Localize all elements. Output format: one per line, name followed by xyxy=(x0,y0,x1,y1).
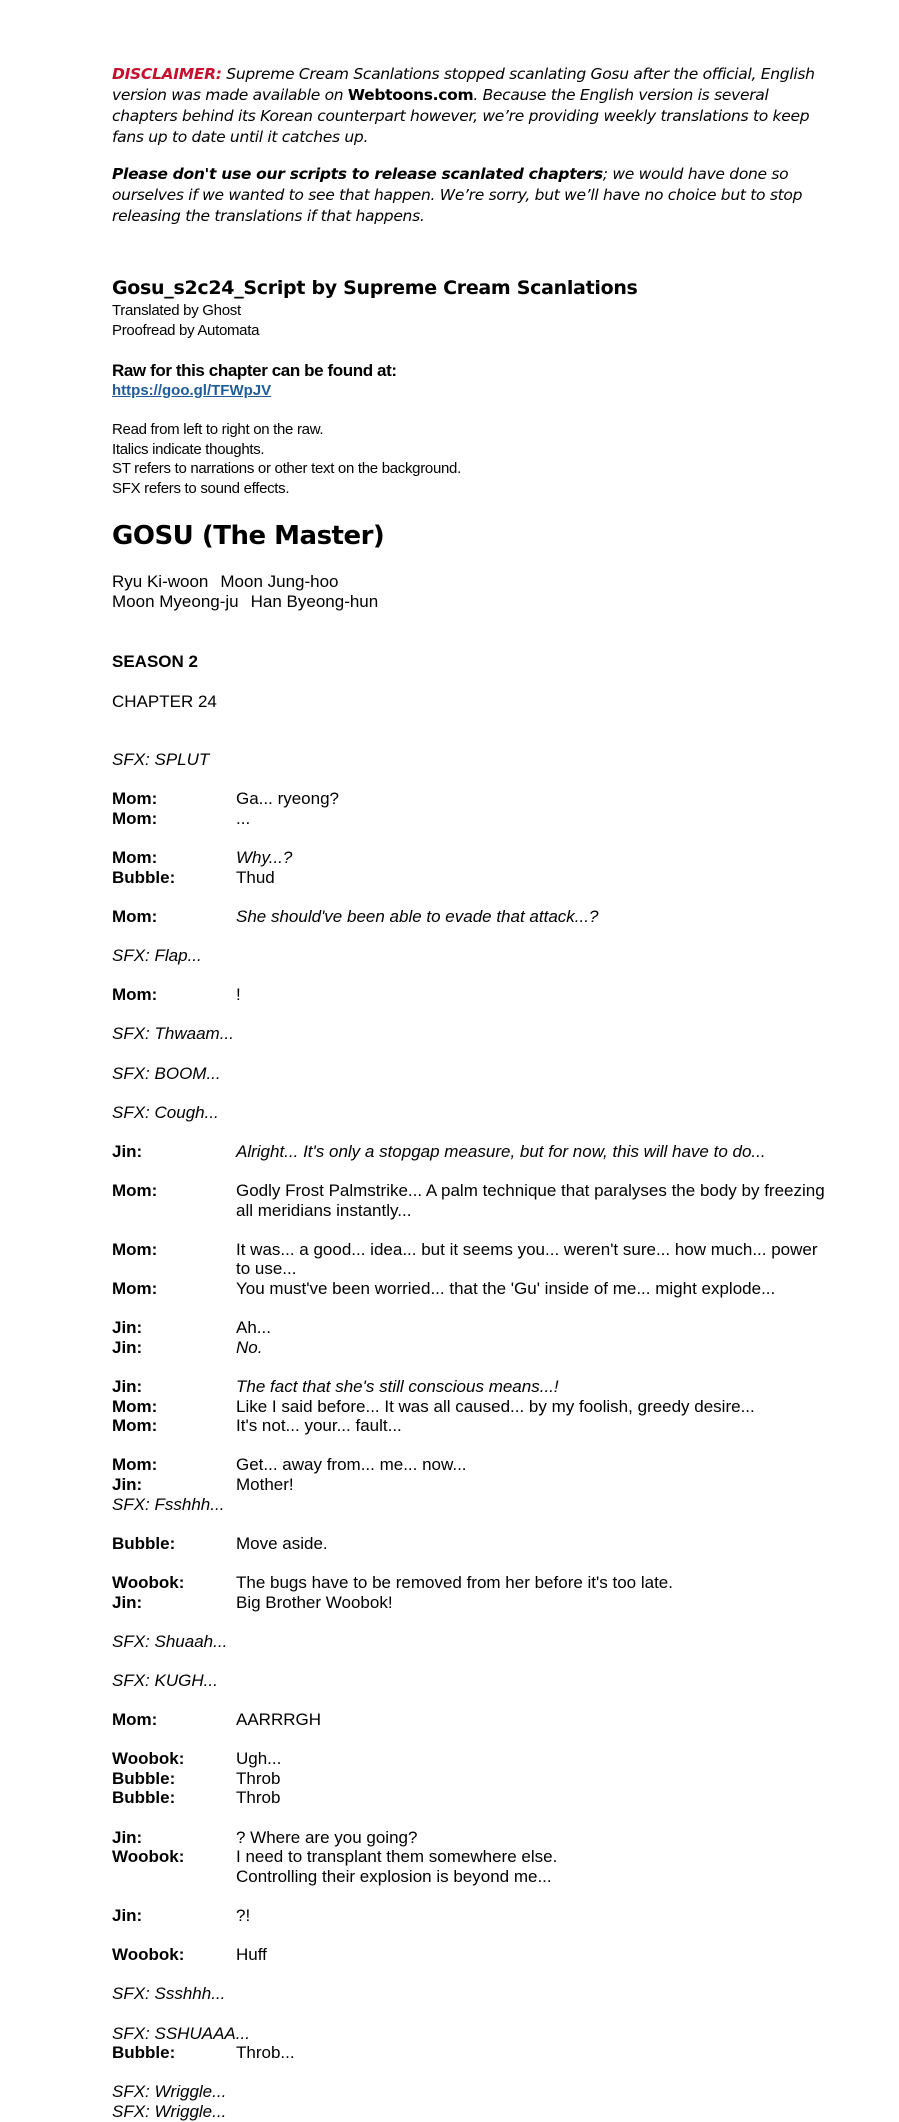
note-line: SFX refers to sound effects. xyxy=(112,479,290,497)
dialogue-line xyxy=(112,1749,832,1769)
speaker-label xyxy=(112,1867,236,1887)
dialogue-line xyxy=(112,1710,832,1730)
dialogue-text: Ah... xyxy=(236,1318,271,1338)
dialogue-text: She should've been able to evade that attack...? xyxy=(236,906,599,926)
sfx-text: SFX: Flap... xyxy=(112,945,202,965)
dialogue-line xyxy=(112,789,832,809)
sfx-line xyxy=(112,1632,832,1652)
speaker-label: Mom: xyxy=(112,1396,158,1416)
dialogue-line xyxy=(112,1397,832,1417)
dialogue-text: Alright... It's only a stopgap measure, but for now, this will have to do... xyxy=(236,1141,766,1161)
character-list xyxy=(112,572,832,612)
line-spacer xyxy=(112,1651,832,1671)
sfx-text: SFX: Thwaam... xyxy=(112,1024,234,1044)
speaker-label: Bubble: xyxy=(112,1533,176,1553)
line-spacer xyxy=(112,2004,832,2024)
dialogue-text: Mother! xyxy=(236,1474,294,1494)
dialogue-text: I need to transplant them somewhere else. xyxy=(236,1847,558,1867)
line-spacer xyxy=(112,1730,832,1750)
speaker-label: Mom: xyxy=(112,1239,158,1259)
dialogue-text: AARRRGH xyxy=(236,1710,322,1730)
usage-request-bold: Please don't use our scripts to release scanlated chapters xyxy=(112,165,603,183)
chapter-heading: CHAPTER 24 xyxy=(112,692,217,711)
line-spacer xyxy=(112,1886,832,1906)
dialogue-line xyxy=(112,1593,832,1613)
character-row xyxy=(112,572,832,592)
line-spacer xyxy=(112,2063,832,2083)
dialogue-text: Huff xyxy=(236,1945,267,1965)
speaker-label: Jin: xyxy=(112,1318,143,1338)
dialogue-text: Why...? xyxy=(236,847,293,867)
line-spacer xyxy=(112,1005,832,1025)
dialogue-line xyxy=(112,907,832,927)
sfx-line xyxy=(112,1103,832,1123)
dialogue-line xyxy=(112,1416,832,1436)
line-spacer xyxy=(112,1436,832,1456)
usage-request-rest: ; we would have done so ourselves if we wanted to see that happen. We’re sorry, but we’ll have no choice but to stop releasing the translations if that happens. xyxy=(112,165,803,225)
dialogue-line xyxy=(112,1338,832,1358)
dialogue-text: The fact that she's still conscious means...! xyxy=(236,1377,559,1396)
speaker-label: Mom: xyxy=(112,906,158,926)
dialogue-text: Ugh... xyxy=(236,1749,282,1769)
dialogue-line xyxy=(112,848,832,868)
dialogue-line xyxy=(112,1769,832,1789)
character-name: Han Byeong-hun xyxy=(250,592,379,611)
speaker-label: Bubble: xyxy=(112,1788,176,1808)
translator-credit: Translated by Ghost xyxy=(112,302,241,319)
speaker-label: Jin: xyxy=(112,1474,143,1494)
sfx-line xyxy=(112,750,832,770)
line-spacer xyxy=(112,887,832,907)
reading-notes xyxy=(112,420,832,498)
speaker-label: Mom: xyxy=(112,847,158,867)
sfx-text: SFX: KUGH... xyxy=(112,1670,218,1690)
line-spacer xyxy=(112,1808,832,1828)
character-row xyxy=(112,592,832,612)
dialogue-line xyxy=(112,1867,832,1887)
speaker-label: Mom: xyxy=(112,1455,158,1475)
line-spacer xyxy=(112,1965,832,1985)
dialogue-text: Thud xyxy=(236,867,275,887)
dialogue-text: The bugs have to be removed from her before it's too late. xyxy=(236,1572,673,1592)
dialogue-text: It's not... your... fault... xyxy=(236,1416,402,1436)
dialogue-line xyxy=(112,1279,832,1299)
character-name: Moon Myeong-ju xyxy=(112,592,239,611)
line-spacer xyxy=(112,1299,832,1319)
speaker-label: Mom: xyxy=(112,808,158,828)
sfx-text: SFX: Ssshhh... xyxy=(112,1984,226,2004)
line-spacer xyxy=(112,1514,832,1534)
dialogue-text: ? Where are you going? xyxy=(236,1827,418,1847)
dialogue-text: Throb xyxy=(236,1768,281,1788)
disclaimer-text-b: . Because the English version is several chapters behind its Korean counterpart however, we’re providing weekly translations to keep fans up to date until it catches up. xyxy=(112,86,810,146)
speaker-label: Bubble: xyxy=(112,2043,176,2063)
sfx-line xyxy=(112,1984,832,2004)
speaker-label: Jin: xyxy=(112,1592,143,1612)
dialogue-text: ?! xyxy=(236,1906,251,1926)
character-name: Ryu Ki-woon xyxy=(112,572,209,591)
series-title: GOSU (The Master) xyxy=(112,521,385,551)
sfx-line xyxy=(112,1671,832,1691)
speaker-label: Bubble: xyxy=(112,1768,176,1788)
dialogue-line xyxy=(112,868,832,888)
sfx-text: SFX: Wriggle... xyxy=(112,2082,227,2102)
sfx-line xyxy=(112,946,832,966)
line-spacer xyxy=(112,1220,832,1240)
sfx-line xyxy=(112,1495,832,1515)
note-line: Italics indicate thoughts. xyxy=(112,440,265,458)
dialogue-text: No. xyxy=(236,1337,263,1357)
speaker-label: Jin: xyxy=(112,1141,143,1161)
raw-heading: Raw for this chapter can be found at: xyxy=(112,361,397,380)
sfx-line xyxy=(112,2024,832,2044)
sfx-text: SFX: BOOM... xyxy=(112,1063,221,1083)
sfx-text: SFX: Shuaah... xyxy=(112,1631,228,1651)
dialogue-line xyxy=(112,1788,832,1808)
dialogue-text: Big Brother Woobok! xyxy=(236,1592,393,1612)
dialogue-line xyxy=(112,1906,832,1926)
script-body xyxy=(112,750,832,2122)
sfx-text: SFX: Fsshhh... xyxy=(112,1494,225,1514)
sfx-text: SFX: SSHUAAA... xyxy=(112,2023,250,2043)
script-title: Gosu_s2c24_Script by Supreme Cream Scanlations xyxy=(112,277,638,299)
line-spacer xyxy=(112,966,832,986)
sfx-line xyxy=(112,2102,832,2122)
dialogue-text: Like I said before... It was all caused... by my foolish, greedy desire... xyxy=(236,1396,755,1416)
season-heading: SEASON 2 xyxy=(112,652,198,671)
dialogue-line xyxy=(112,1181,832,1220)
document-page xyxy=(112,64,832,2122)
sfx-text: SFX: Cough... xyxy=(112,1102,219,1122)
dialogue-text: Godly Frost Palmstrike... A palm technique that paralyses the body by freezing all meridians instantly... xyxy=(236,1181,825,1220)
disclaimer-paragraph xyxy=(112,64,832,148)
dialogue-line xyxy=(112,809,832,829)
dialogue-line xyxy=(112,1318,832,1338)
disclaimer-label: DISCLAIMER: xyxy=(112,65,222,83)
dialogue-line xyxy=(112,1945,832,1965)
line-spacer xyxy=(112,1926,832,1946)
dialogue-line xyxy=(112,1142,832,1162)
speaker-label: Jin: xyxy=(112,1377,143,1396)
dialogue-line xyxy=(112,2043,832,2063)
proofreader-credit: Proofread by Automata xyxy=(112,322,260,339)
sfx-text: SFX: SPLUT xyxy=(112,750,210,769)
usage-request-paragraph xyxy=(112,164,832,227)
dialogue-line xyxy=(112,1240,832,1279)
speaker-label: Jin: xyxy=(112,1906,143,1926)
dialogue-line xyxy=(112,985,832,1005)
dialogue-text: ... xyxy=(236,808,251,828)
line-spacer xyxy=(112,1122,832,1142)
disclaimer-text-a: Supreme Cream Scanlations stopped scanlating Gosu after the official, English version was made available on xyxy=(112,65,815,104)
line-spacer xyxy=(112,1161,832,1181)
webtoons-site-name: Webtoons.com xyxy=(347,86,474,104)
sfx-text: SFX: Wriggle... xyxy=(112,2101,227,2121)
dialogue-line xyxy=(112,1475,832,1495)
dialogue-text: Controlling their explosion is beyond me... xyxy=(236,1866,552,1886)
line-spacer xyxy=(112,1691,832,1711)
sfx-line xyxy=(112,2082,832,2102)
speaker-label: Jin: xyxy=(112,1827,143,1847)
dialogue-text: Throb xyxy=(236,1788,281,1808)
speaker-label: Woobok: xyxy=(112,1572,185,1592)
speaker-label: Bubble: xyxy=(112,867,176,887)
line-spacer xyxy=(112,770,832,790)
dialogue-text: Move aside. xyxy=(236,1533,328,1553)
dialogue-text: Ga... ryeong? xyxy=(236,789,340,809)
sfx-line xyxy=(112,1024,832,1044)
speaker-label: Mom: xyxy=(112,1181,158,1201)
speaker-label: Woobok: xyxy=(112,1945,185,1965)
raw-link[interactable]: https://goo.gl/TFWpJV xyxy=(112,382,272,399)
speaker-label: Jin: xyxy=(112,1337,143,1357)
line-spacer xyxy=(112,1044,832,1064)
dialogue-line xyxy=(112,1455,832,1475)
speaker-label: Mom: xyxy=(112,1416,158,1436)
dialogue-text: It was... a good... idea... but it seems you... weren't sure... how much... power to use... xyxy=(236,1239,818,1279)
dialogue-line xyxy=(112,1828,832,1848)
speaker-label: Mom: xyxy=(112,1710,158,1730)
dialogue-text: ! xyxy=(236,985,241,1005)
note-line: ST refers to narrations or other text on the background. xyxy=(112,460,461,477)
dialogue-text: Get... away from... me... now... xyxy=(236,1455,467,1475)
line-spacer xyxy=(112,1612,832,1632)
line-spacer xyxy=(112,828,832,848)
character-name: Moon Jung-hoo xyxy=(220,572,339,591)
speaker-label: Mom: xyxy=(112,789,158,809)
dialogue-text: Throb... xyxy=(236,2043,295,2063)
sfx-line xyxy=(112,1064,832,1084)
speaker-label: Mom: xyxy=(112,1279,158,1299)
speaker-label: Mom: xyxy=(112,985,158,1005)
note-line: Read from left to right on the raw. xyxy=(112,421,324,438)
dialogue-line xyxy=(112,1377,832,1397)
line-spacer xyxy=(112,1553,832,1573)
line-spacer xyxy=(112,1357,832,1377)
speaker-label: Woobok: xyxy=(112,1847,185,1867)
dialogue-line xyxy=(112,1847,832,1867)
dialogue-text: You must've been worried... that the 'Gu' inside of me... might explode... xyxy=(236,1279,776,1299)
line-spacer xyxy=(112,1083,832,1103)
dialogue-line xyxy=(112,1534,832,1554)
speaker-label: Woobok: xyxy=(112,1749,185,1769)
line-spacer xyxy=(112,926,832,946)
dialogue-line xyxy=(112,1573,832,1593)
